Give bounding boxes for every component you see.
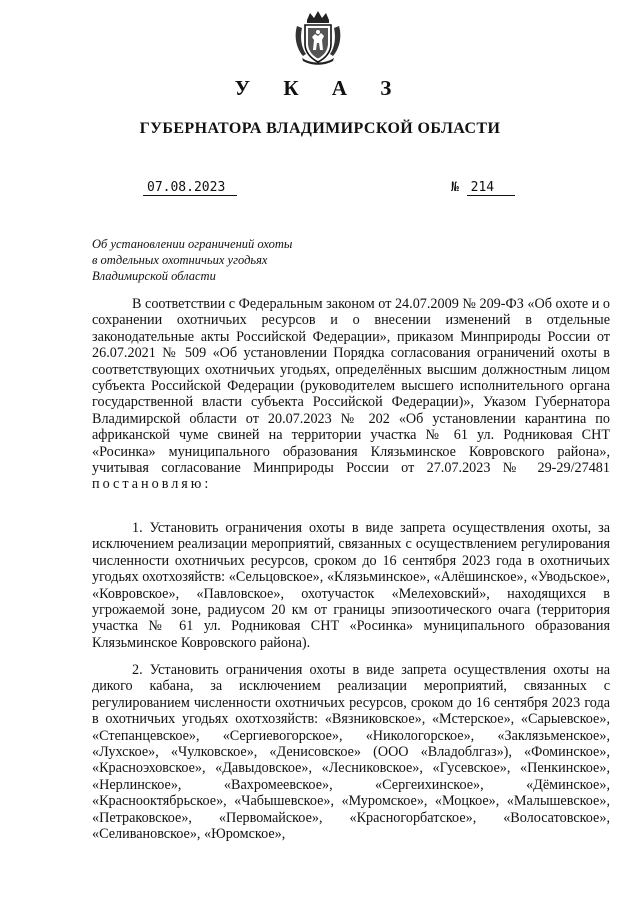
- item-2-text: 2. Установить ограничения охоты в виде запрета осуществления охоты на дикого кабана, за исключением реализации мероприятий, связанных с регулированием численности охотничьих ресурсов, сроком до 16 сентября 2023 года в охотничьих угодьях охотхозяйств: «Вязниковское», «Мстерское», «Сарыевское», «Степанцевское», «Сергиевогорское», «Никологорское», «Заклязьменское», «Лухское», «Чулковское», «Денисовское» (ООО «Владоблгаз»), «Фоминское», «Красноэховское», «Давыдовское», «Лесниковское», «Гусевское», «Пенкинское», «Нерлинское», «Вахромеевское», «Сергеихинское», «Дёминское», «Краснооктябрьское», «Чабышевское», «Муромское», «Моцкое», «Малышевское», «Петраковское», «Первомайское», «Красногорбатское», «Волосатовское», «Селивановское», «Юромское»,: [92, 662, 610, 843]
- preamble-text: В соответствии с Федеральным законом от 24.07.2009 № 209-ФЗ «Об охоте и о сохранении охотничьих ресурсов и о внесении изменений в отдельные законодательные акты Российской Федерации», приказом Минприроды России от 26.07.2021 № 509 «Об установлении Порядка согласования ограничений охоты в соответствующих охотничьих угодьях, определённых высшим должностным лицом субъекта Российской Федерации (руководителем высшего исполнительного органа государственной власти субъекта Российской Федерации)», Указом Губернатора Владимирской области от 20.07.2023 № 202 «Об установлении карантина по африканской чуме свиней на территории участка № 61 ул. Родниковая СНТ «Росинка» муниципального образования Клязьминское Ковровского района», учитывая согласование Минприроды России от 27.07.2023 № 29-29/27481: [92, 296, 610, 477]
- preamble-paragraph: [92, 296, 610, 493]
- item-paragraph-1: [92, 520, 610, 651]
- item-paragraph-2: [92, 662, 610, 842]
- subject-line-3: Владимирской области: [92, 269, 216, 283]
- decree-word: постановляю:: [92, 476, 212, 493]
- coat-of-arms-icon: [293, 10, 343, 66]
- number-sign: №: [451, 180, 459, 195]
- decree-number: 214: [467, 180, 515, 196]
- subject-line-2: в отдельных охотничьих угодьях: [92, 253, 268, 267]
- item-1-text: 1. Установить ограничения охоты в виде запрета осуществления охоты, за исключением реализации мероприятий, связанных с осуществлением регулирования численности охотничьих ресурсов, сроком до 16 сентября 2023 года в охотничьих угодьях охотхозяйств: «Сельцовское», «Клязьминское», «Алёшинское», «Уводьское», «Ковровское», «Павловское», охотучасток «Мелеховский», находящихся в угрожаемой зоне, радиусом 20 км от границы эпизоотического очага (территория участка № 61 ул. Родниковая СНТ «Росинка» муниципального образования Клязьминское Ковровского района).: [92, 520, 610, 651]
- decree-subject: [92, 236, 292, 284]
- document-title: У К А З: [234, 76, 406, 100]
- decree-date: 07.08.2023: [143, 180, 237, 196]
- subject-line-1: Об установлении ограничений охоты: [92, 237, 293, 251]
- document-subtitle: ГУБЕРНАТОРА ВЛАДИМИРСКОЙ ОБЛАСТИ: [139, 120, 501, 137]
- decree-number-field: [451, 180, 515, 196]
